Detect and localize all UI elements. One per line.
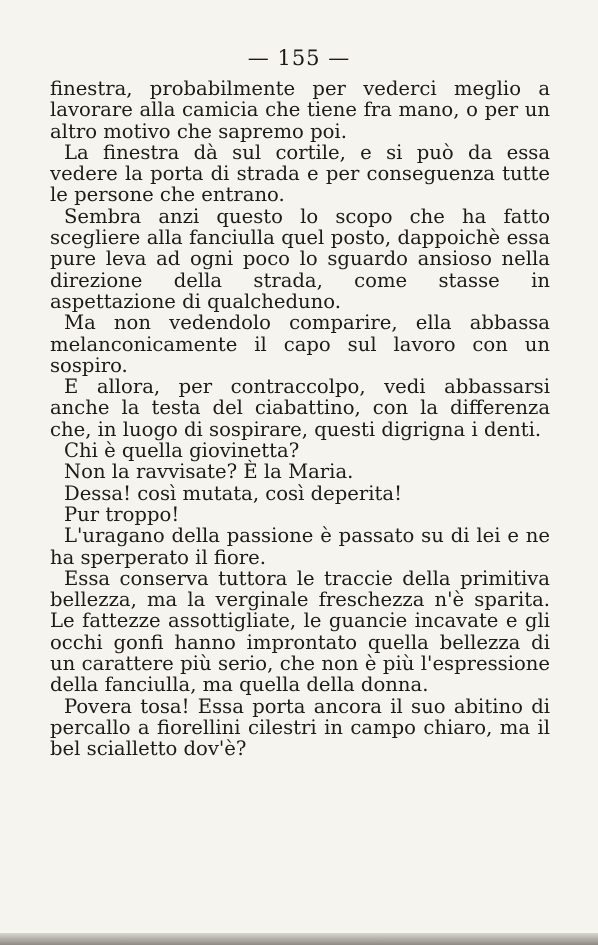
- paragraph: finestra, probabilmente per vederci meglio a lavorare alla camicia che tiene fra mano, o per un altro motivo che sapremo poi.: [50, 77, 550, 143]
- paragraph: Pur troppo!: [64, 502, 180, 526]
- paragraph: Essa conserva tuttora le traccie della primitiva bellezza, ma la verginale freschezza n'è sparita. Le fattezze assottigliate, le guancie incavate e gli occhi gonfi hanno improntato quella bellezza di un carattere più serio, che non è più l'espressione della fanciulla, ma quella della donna.: [50, 566, 550, 697]
- paragraph: Ma non vedendolo comparire, ella abbassa melanconicamente il capo sul lavoro con un sospiro.: [50, 311, 550, 377]
- paragraph: Dessa! così mutata, così deperita!: [64, 481, 402, 505]
- paragraph: Non la ravvisate? È la Maria.: [64, 460, 354, 484]
- paragraph: Povera tosa! Essa porta ancora il suo abitino di percallo a fiorellini cilestri in campo chiaro, ma il bel scialletto dov'è?: [50, 694, 550, 761]
- paragraph: E allora, per contraccolpo, vedi abbassarsi anche la testa del ciabattino, con la differenza che, in luogo di sospirare, questi digrigna i denti.: [50, 375, 550, 441]
- paragraph: L'uragano della passione è passato su di lei e ne ha sperperato il fiore.: [50, 524, 550, 569]
- paragraph: La finestra dà sul cortile, e si può da essa vedere la porta di strada e per conseguenza tutte le persone che entrano.: [50, 140, 550, 207]
- page-number: — 155 —: [247, 46, 351, 70]
- paragraph: Chi è quella giovinetta?: [64, 439, 300, 463]
- body-text: [50, 78, 550, 760]
- paragraph: Sembra anzi questo lo scopo che ha fatto scegliere alla fanciulla quel posto, dappoichè essa pure leva ad ogni poco lo sguardo ansioso nella direzione della strada, come stasse in aspettazione di qualcheduno.: [50, 204, 550, 313]
- page-bottom-edge: [0, 933, 598, 945]
